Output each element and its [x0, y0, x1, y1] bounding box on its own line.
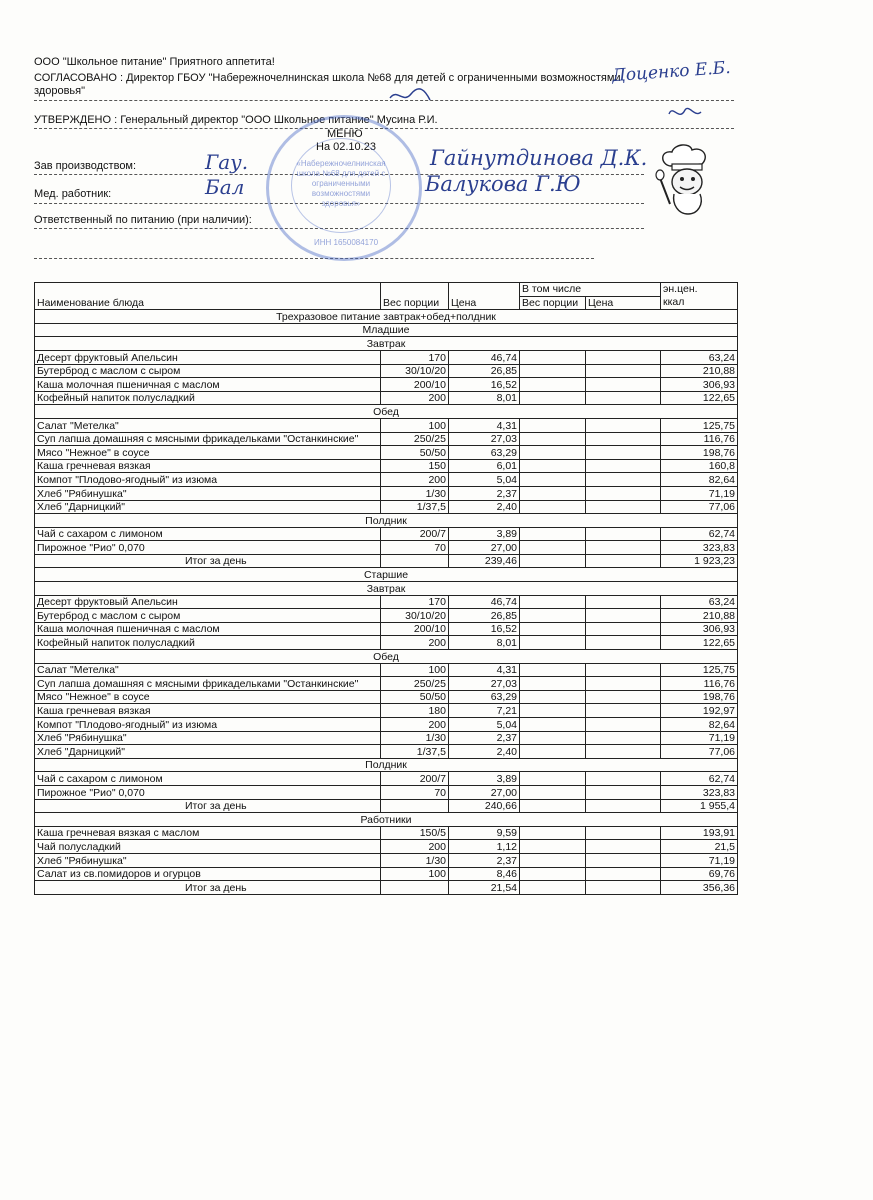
- col-name-header: Наименование блюда: [35, 283, 381, 310]
- dish-sub-price: [586, 731, 661, 745]
- section-row: [35, 568, 738, 582]
- total-price: 21,54: [449, 881, 520, 895]
- dish-weight: 250/25: [381, 677, 449, 691]
- dish-weight: 1/37,5: [381, 500, 449, 514]
- agreed-underline: [34, 100, 734, 101]
- col-sub-price-header: Цена: [586, 296, 661, 310]
- dish-kcal: 116,76: [661, 432, 738, 446]
- agreed-line-cont: здоровья": [34, 85, 86, 97]
- table-body: [35, 310, 738, 895]
- section-row: [35, 405, 738, 419]
- col-price-header: Цена: [449, 283, 520, 310]
- dish-name: Хлеб "Дарницкий": [35, 500, 381, 514]
- dish-price: 63,29: [449, 446, 520, 460]
- dish-sub-price: [586, 418, 661, 432]
- dish-sub-price: [586, 378, 661, 392]
- dish-kcal: 62,74: [661, 772, 738, 786]
- dish-kcal: 193,91: [661, 826, 738, 840]
- section-title: Трехразовое питание завтрак+обед+полдник: [35, 310, 738, 324]
- dish-weight: 200: [381, 636, 449, 650]
- dish-sub-price: [586, 772, 661, 786]
- dish-sub-price: [586, 718, 661, 732]
- dish-price: 7,21: [449, 704, 520, 718]
- dish-weight: 200: [381, 718, 449, 732]
- dish-price: 3,89: [449, 527, 520, 541]
- dish-sub-price: [586, 745, 661, 759]
- dish-weight: 1/30: [381, 853, 449, 867]
- dish-name: Каша гречневая вязкая с маслом: [35, 826, 381, 840]
- menu-title: МЕНЮ: [327, 128, 363, 140]
- dish-sub-weight: [520, 378, 586, 392]
- dish-row: [35, 432, 738, 446]
- dish-row: [35, 663, 738, 677]
- dish-price: 27,00: [449, 785, 520, 799]
- dish-name: Десерт фруктовый Апельсин: [35, 595, 381, 609]
- medic-signature: Бал: [205, 175, 245, 199]
- director-signature-name: Доценко Е.Б.: [611, 57, 732, 87]
- dish-kcal: 63,24: [661, 350, 738, 364]
- dish-row: [35, 595, 738, 609]
- dish-sub-weight: [520, 745, 586, 759]
- dish-sub-weight: [520, 364, 586, 378]
- dish-price: 46,74: [449, 350, 520, 364]
- dish-kcal: 77,06: [661, 500, 738, 514]
- total-row: [35, 554, 738, 568]
- dish-row: [35, 541, 738, 555]
- dish-sub-price: [586, 459, 661, 473]
- director-signature-mark: [385, 84, 445, 108]
- total-weight-cell: [381, 881, 449, 895]
- dish-row: [35, 486, 738, 500]
- dish-row: [35, 826, 738, 840]
- section-title: Младшие: [35, 323, 738, 337]
- dish-kcal: 198,76: [661, 690, 738, 704]
- dish-price: 5,04: [449, 473, 520, 487]
- dish-kcal: 71,19: [661, 853, 738, 867]
- total-sub-weight-cell: [520, 799, 586, 813]
- dish-sub-price: [586, 840, 661, 854]
- dish-sub-price: [586, 446, 661, 460]
- chef-mascot-icon: [652, 142, 722, 218]
- dish-weight: 200/10: [381, 622, 449, 636]
- section-row: [35, 323, 738, 337]
- total-sub-price-cell: [586, 881, 661, 895]
- dish-sub-price: [586, 527, 661, 541]
- dish-kcal: 122,65: [661, 636, 738, 650]
- blank-underline: [34, 258, 594, 259]
- dish-weight: 150/5: [381, 826, 449, 840]
- dish-sub-weight: [520, 772, 586, 786]
- dish-kcal: 125,75: [661, 663, 738, 677]
- dish-name: Компот "Плодово-ягодный" из изюма: [35, 473, 381, 487]
- dish-sub-price: [586, 432, 661, 446]
- dish-kcal: 323,83: [661, 541, 738, 555]
- total-sub-price-cell: [586, 799, 661, 813]
- section-title: Полдник: [35, 758, 738, 772]
- dish-row: [35, 690, 738, 704]
- dish-sub-price: [586, 486, 661, 500]
- dish-weight: 100: [381, 867, 449, 881]
- dish-row: [35, 704, 738, 718]
- dish-name: Чай полусладкий: [35, 840, 381, 854]
- dish-sub-weight: [520, 391, 586, 405]
- dish-name: Бутерброд с маслом с сыром: [35, 609, 381, 623]
- dish-price: 27,03: [449, 432, 520, 446]
- dish-kcal: 116,76: [661, 677, 738, 691]
- dish-sub-weight: [520, 636, 586, 650]
- dish-price: 4,31: [449, 418, 520, 432]
- energy-label: эн.цен.: [663, 283, 698, 295]
- dish-sub-weight: [520, 785, 586, 799]
- dish-row: [35, 677, 738, 691]
- dish-price: 9,59: [449, 826, 520, 840]
- section-title: Старшие: [35, 568, 738, 582]
- dish-weight: 1/30: [381, 486, 449, 500]
- section-title: Полдник: [35, 514, 738, 528]
- dish-name: Каша гречневая вязкая: [35, 459, 381, 473]
- dish-row: [35, 378, 738, 392]
- dish-sub-weight: [520, 622, 586, 636]
- dish-row: [35, 364, 738, 378]
- dish-price: 27,03: [449, 677, 520, 691]
- dish-price: 16,52: [449, 622, 520, 636]
- dish-row: [35, 718, 738, 732]
- dish-price: 8,01: [449, 391, 520, 405]
- round-stamp: [266, 115, 422, 261]
- dish-kcal: 62,74: [661, 527, 738, 541]
- dish-kcal: 160,8: [661, 459, 738, 473]
- dish-weight: 200: [381, 473, 449, 487]
- dish-row: [35, 391, 738, 405]
- dish-weight: 1/37,5: [381, 745, 449, 759]
- dish-row: [35, 473, 738, 487]
- dish-name: Хлеб "Рябинушка": [35, 853, 381, 867]
- dish-price: 1,12: [449, 840, 520, 854]
- dish-sub-price: [586, 391, 661, 405]
- dish-sub-price: [586, 677, 661, 691]
- dish-weight: 150: [381, 459, 449, 473]
- dish-sub-weight: [520, 459, 586, 473]
- dish-name: Салат "Метелка": [35, 663, 381, 677]
- dish-price: 8,46: [449, 867, 520, 881]
- dish-sub-price: [586, 867, 661, 881]
- dish-sub-weight: [520, 663, 586, 677]
- dish-price: 26,85: [449, 609, 520, 623]
- section-title: Завтрак: [35, 582, 738, 596]
- dish-row: [35, 785, 738, 799]
- section-row: [35, 813, 738, 827]
- section-row: [35, 310, 738, 324]
- total-sub-weight-cell: [520, 554, 586, 568]
- dish-name: Каша молочная пшеничная с маслом: [35, 378, 381, 392]
- section-title: Обед: [35, 405, 738, 419]
- dish-kcal: 63,24: [661, 595, 738, 609]
- total-sub-price-cell: [586, 554, 661, 568]
- dish-name: Чай с сахаром с лимоном: [35, 527, 381, 541]
- dish-sub-weight: [520, 704, 586, 718]
- dish-row: [35, 840, 738, 854]
- dish-weight: 50/50: [381, 446, 449, 460]
- dish-name: Мясо "Нежное" в соусе: [35, 690, 381, 704]
- dish-sub-price: [586, 350, 661, 364]
- dish-name: Каша молочная пшеничная с маслом: [35, 622, 381, 636]
- approved-signature-mark: [665, 100, 705, 126]
- dish-weight: 250/25: [381, 432, 449, 446]
- dish-sub-weight: [520, 690, 586, 704]
- stamp-inn: ИНН 1650084170: [314, 238, 379, 247]
- dish-price: 2,37: [449, 486, 520, 500]
- dish-sub-price: [586, 690, 661, 704]
- dish-price: 3,89: [449, 772, 520, 786]
- dish-price: 4,31: [449, 663, 520, 677]
- energy-unit: ккал: [663, 296, 685, 308]
- dish-weight: 70: [381, 541, 449, 555]
- total-kcal: 1 955,4: [661, 799, 738, 813]
- total-sub-weight-cell: [520, 881, 586, 895]
- dish-row: [35, 609, 738, 623]
- dish-row: [35, 745, 738, 759]
- section-row: [35, 337, 738, 351]
- dish-sub-weight: [520, 840, 586, 854]
- dish-sub-weight: [520, 418, 586, 432]
- dish-row: [35, 459, 738, 473]
- dish-name: Кофейный напиток полусладкий: [35, 636, 381, 650]
- dish-price: 2,37: [449, 853, 520, 867]
- dish-price: 2,40: [449, 745, 520, 759]
- dish-kcal: 210,88: [661, 364, 738, 378]
- dish-sub-weight: [520, 731, 586, 745]
- dish-sub-price: [586, 853, 661, 867]
- dish-row: [35, 500, 738, 514]
- dish-kcal: 323,83: [661, 785, 738, 799]
- total-kcal: 356,36: [661, 881, 738, 895]
- dish-price: 5,04: [449, 718, 520, 732]
- dish-sub-price: [586, 622, 661, 636]
- section-row: [35, 582, 738, 596]
- dish-sub-weight: [520, 867, 586, 881]
- dish-weight: 200/7: [381, 772, 449, 786]
- dish-sub-price: [586, 364, 661, 378]
- dish-sub-price: [586, 826, 661, 840]
- dish-sub-price: [586, 500, 661, 514]
- dish-price: 26,85: [449, 364, 520, 378]
- menu-date: На 02.10.23: [316, 141, 376, 153]
- dish-name: Пирожное "Рио" 0,070: [35, 541, 381, 555]
- medic-label: Мед. работник:: [34, 188, 112, 200]
- dish-kcal: 71,19: [661, 731, 738, 745]
- dish-weight: 30/10/20: [381, 364, 449, 378]
- dish-sub-weight: [520, 853, 586, 867]
- section-row: [35, 514, 738, 528]
- total-row: [35, 881, 738, 895]
- dish-sub-weight: [520, 486, 586, 500]
- dish-weight: 100: [381, 418, 449, 432]
- dish-price: 16,52: [449, 378, 520, 392]
- dish-name: Хлеб "Рябинушка": [35, 486, 381, 500]
- dish-sub-weight: [520, 473, 586, 487]
- total-price: 239,46: [449, 554, 520, 568]
- dish-weight: 1/30: [381, 731, 449, 745]
- total-label: Итог за день: [35, 881, 381, 895]
- agreed-line: СОГЛАСОВАНО : Директор ГБОУ "Набережночелнинская школа №68 для детей с ограниченными возможностями: [34, 72, 621, 84]
- dish-price: 2,37: [449, 731, 520, 745]
- production-label: Зав производством:: [34, 160, 137, 172]
- dish-name: Пирожное "Рио" 0,070: [35, 785, 381, 799]
- dish-kcal: 122,65: [661, 391, 738, 405]
- company-line: ООО "Школьное питание" Приятного аппетита!: [34, 56, 275, 68]
- dish-weight: 170: [381, 595, 449, 609]
- dish-name: Хлеб "Рябинушка": [35, 731, 381, 745]
- dish-weight: 180: [381, 704, 449, 718]
- stamp-text: «Набережночелнинская школа №68 для детей с ограниченными возможностями здоровья»: [296, 159, 386, 208]
- dish-weight: 100: [381, 663, 449, 677]
- production-name-handwritten: Гайнутдинова Д.К.: [430, 146, 648, 170]
- dish-weight: 200/7: [381, 527, 449, 541]
- dish-row: [35, 772, 738, 786]
- dish-row: [35, 350, 738, 364]
- dish-sub-weight: [520, 446, 586, 460]
- production-signature: Гау.: [205, 150, 249, 174]
- dish-kcal: 69,76: [661, 867, 738, 881]
- dish-kcal: 306,93: [661, 622, 738, 636]
- dish-kcal: 198,76: [661, 446, 738, 460]
- total-label: Итог за день: [35, 799, 381, 813]
- dish-sub-weight: [520, 350, 586, 364]
- medic-name-handwritten: Балукова Г.Ю: [425, 172, 581, 196]
- dish-name: Десерт фруктовый Апельсин: [35, 350, 381, 364]
- dish-weight: 200/10: [381, 378, 449, 392]
- dish-kcal: 21,5: [661, 840, 738, 854]
- dish-kcal: 82,64: [661, 473, 738, 487]
- dish-price: 63,29: [449, 690, 520, 704]
- dish-name: Каша гречневая вязкая: [35, 704, 381, 718]
- dish-weight: 170: [381, 350, 449, 364]
- dish-kcal: 71,19: [661, 486, 738, 500]
- responsible-label: Ответственный по питанию (при наличии):: [34, 214, 252, 226]
- dish-row: [35, 418, 738, 432]
- total-weight-cell: [381, 554, 449, 568]
- section-row: [35, 650, 738, 664]
- section-row: [35, 758, 738, 772]
- dish-name: Салат из св.помидоров и огурцов: [35, 867, 381, 881]
- dish-kcal: 210,88: [661, 609, 738, 623]
- total-row: [35, 799, 738, 813]
- dish-sub-weight: [520, 677, 586, 691]
- dish-weight: 30/10/20: [381, 609, 449, 623]
- total-price: 240,66: [449, 799, 520, 813]
- dish-kcal: 192,97: [661, 704, 738, 718]
- dish-sub-weight: [520, 826, 586, 840]
- dish-price: 27,00: [449, 541, 520, 555]
- total-weight-cell: [381, 799, 449, 813]
- col-energy-header: [661, 283, 738, 310]
- dish-weight: 50/50: [381, 690, 449, 704]
- dish-sub-weight: [520, 609, 586, 623]
- dish-kcal: 82,64: [661, 718, 738, 732]
- dish-name: Суп лапша домашняя с мясными фрикадельками "Останкинские": [35, 432, 381, 446]
- dish-sub-price: [586, 541, 661, 555]
- dish-price: 6,01: [449, 459, 520, 473]
- dish-kcal: 77,06: [661, 745, 738, 759]
- dish-sub-price: [586, 636, 661, 650]
- dish-row: [35, 527, 738, 541]
- total-label: Итог за день: [35, 554, 381, 568]
- dish-name: Кофейный напиток полусладкий: [35, 391, 381, 405]
- dish-sub-weight: [520, 432, 586, 446]
- col-weight-header: Вес порции: [381, 283, 449, 310]
- dish-name: Компот "Плодово-ягодный" из изюма: [35, 718, 381, 732]
- dish-name: Суп лапша домашняя с мясными фрикадельками "Останкинские": [35, 677, 381, 691]
- section-title: Обед: [35, 650, 738, 664]
- dish-sub-weight: [520, 718, 586, 732]
- section-title: Работники: [35, 813, 738, 827]
- dish-sub-price: [586, 609, 661, 623]
- dish-row: [35, 853, 738, 867]
- dish-row: [35, 622, 738, 636]
- dish-name: Чай с сахаром с лимоном: [35, 772, 381, 786]
- dish-sub-weight: [520, 527, 586, 541]
- dish-name: Хлеб "Дарницкий": [35, 745, 381, 759]
- dish-name: Бутерброд с маслом с сыром: [35, 364, 381, 378]
- col-including-header: В том числе: [520, 283, 661, 297]
- dish-kcal: 125,75: [661, 418, 738, 432]
- section-title: Завтрак: [35, 337, 738, 351]
- dish-row: [35, 731, 738, 745]
- dish-sub-price: [586, 704, 661, 718]
- dish-sub-price: [586, 785, 661, 799]
- dish-sub-weight: [520, 595, 586, 609]
- dish-name: Салат "Метелка": [35, 418, 381, 432]
- dish-row: [35, 867, 738, 881]
- dish-sub-price: [586, 595, 661, 609]
- dish-row: [35, 636, 738, 650]
- col-sub-weight-header: Вес порции: [520, 296, 586, 310]
- dish-price: 46,74: [449, 595, 520, 609]
- dish-sub-price: [586, 663, 661, 677]
- dish-weight: 200: [381, 391, 449, 405]
- dish-price: 8,01: [449, 636, 520, 650]
- dish-sub-weight: [520, 500, 586, 514]
- approved-line: УТВЕРЖДЕНО : Генеральный директор "ООО Школьное питание" Мусина Р.И.: [34, 114, 438, 126]
- dish-kcal: 306,93: [661, 378, 738, 392]
- dish-sub-weight: [520, 541, 586, 555]
- dish-weight: 70: [381, 785, 449, 799]
- dish-price: 2,40: [449, 500, 520, 514]
- total-kcal: 1 923,23: [661, 554, 738, 568]
- menu-table: [34, 282, 738, 895]
- dish-weight: 200: [381, 840, 449, 854]
- dish-row: [35, 446, 738, 460]
- dish-sub-price: [586, 473, 661, 487]
- dish-name: Мясо "Нежное" в соусе: [35, 446, 381, 460]
- table-header: [35, 283, 738, 310]
- stamp-inner-ring: [291, 138, 391, 233]
